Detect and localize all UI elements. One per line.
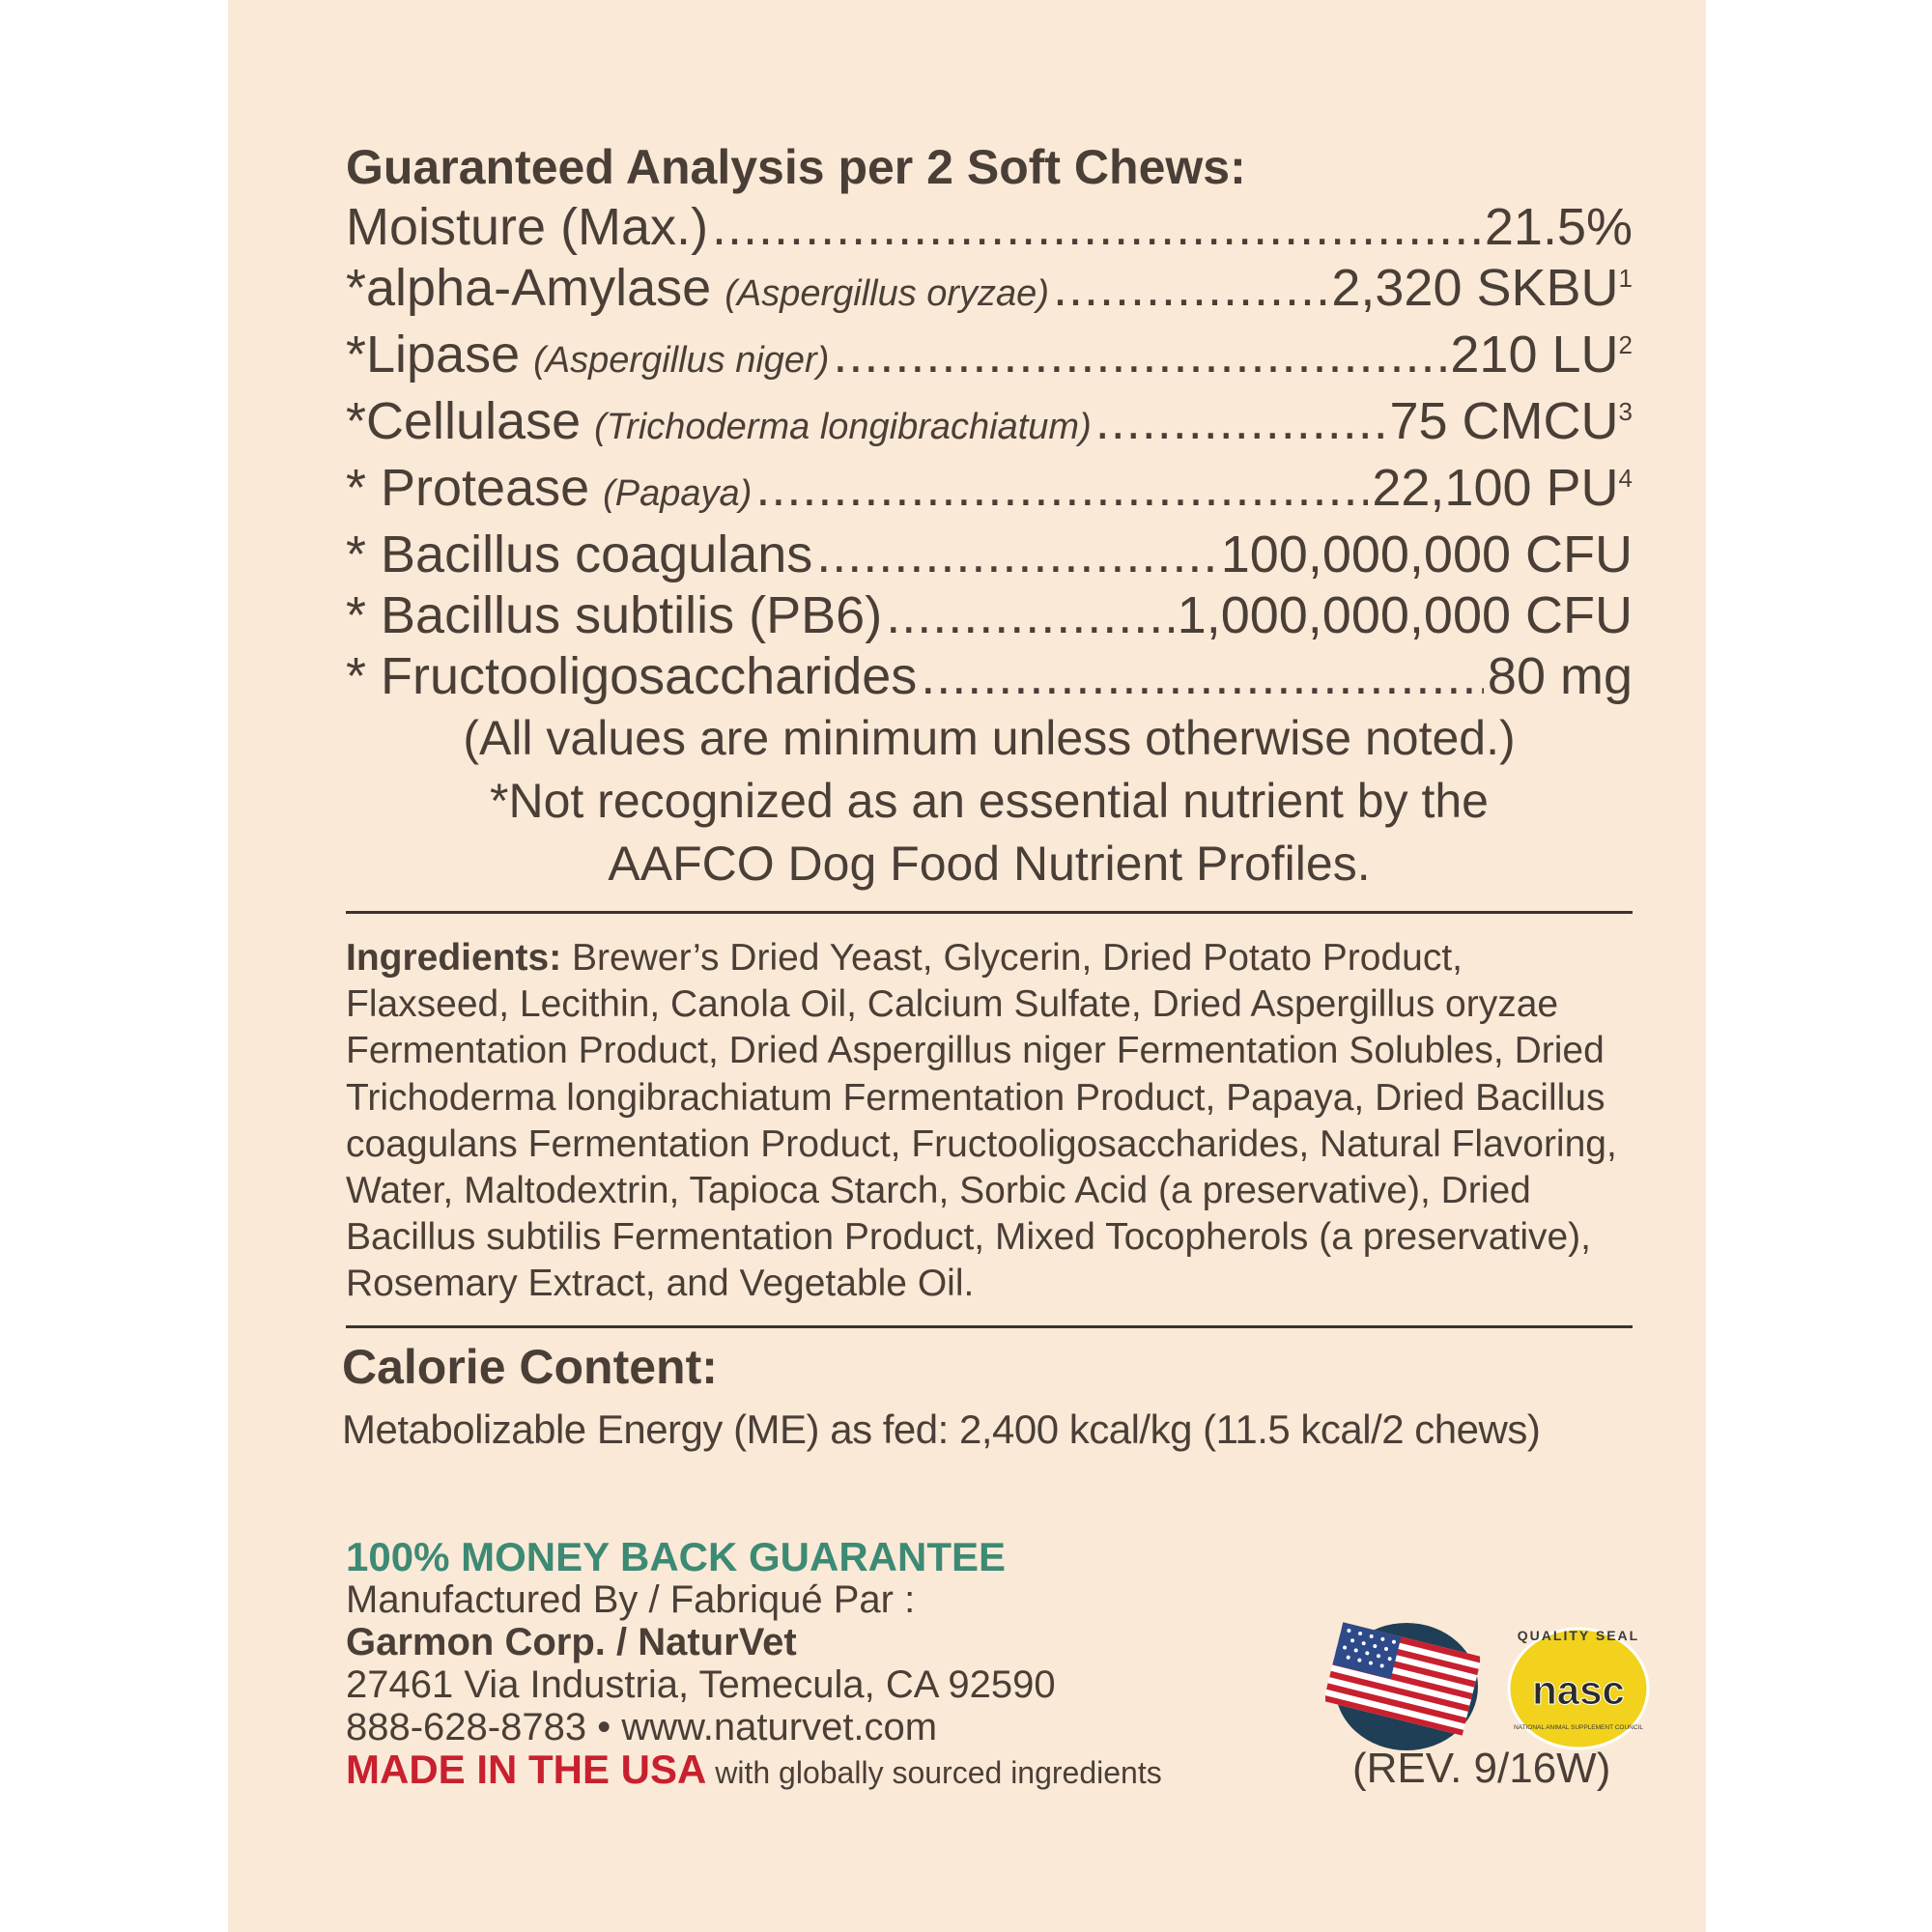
dot-leader [755, 458, 1368, 519]
analysis-value: 210 $LU^2$ [1450, 326, 1633, 384]
analysis-name: *Lipase [346, 326, 521, 384]
manufactured-by: Manufactured By / Fabriqué Par : [346, 1578, 916, 1621]
nasc-quality-seal-icon [1503, 1611, 1654, 1762]
footnote-mark: 2 [1618, 330, 1633, 359]
analysis-row [346, 197, 1633, 258]
analysis-value: 100,000,000 CFU [1220, 526, 1633, 583]
analysis-source: (Aspergillus oryzae) [724, 273, 1049, 314]
analysis-source: (Papaya) [603, 473, 753, 514]
guaranteed-analysis-title: Guaranteed Analysis per 2 Soft Chews: [346, 140, 1246, 194]
analysis-row [346, 525, 1633, 585]
money-back-guarantee: 100% MONEY BACK GUARANTEE [346, 1534, 1007, 1579]
company-name: Garmon Corp. / NaturVet [346, 1621, 797, 1663]
calorie-content-text: Metabolizable Energy (ME) as fed: 2,400 kcal/kg (11.5 kcal/2 chews) [342, 1406, 1541, 1452]
us-flag-icon [1325, 1611, 1480, 1756]
aafco-note-line-1: *Not recognized as an essential nutrient by the [490, 774, 1489, 828]
analysis-value: 1,000,000,000 CFU [1177, 586, 1633, 644]
company-address: 27461 Via Industria, Temecula, CA 92590 [346, 1663, 1056, 1706]
analysis-value: 80 mg [1487, 647, 1633, 705]
analysis-name: * Bacillus subtilis (PB6) [346, 586, 883, 644]
ingredients-label: Ingredients: [346, 937, 562, 979]
dot-leader [833, 325, 1446, 385]
dot-leader [1095, 391, 1386, 452]
dot-leader [921, 646, 1484, 707]
analysis-name: *Cellulase [346, 392, 582, 450]
made-in-usa-line [346, 1748, 1312, 1794]
analysis-name: * Bacillus coagulans [346, 526, 813, 583]
ingredients-list: Brewer’s Dried Yeast, Glycerin, Dried Potato Product, Flaxseed, Lecithin, Canola Oil, Calcium Sulfate, Dried Aspergillus oryzae Fermentation Product, Dried Aspergillus niger Fermentation Solubles, Dried Trichoderma longibrachiatum Fermentation Product, Papaya, Dried Bacillus coagulans Fermentation Product, Fructooligosaccharides, Natural Flavoring, Water, Maltodextrin, Tapioca Starch, Sorbic Acid (a preservative), Dried Bacillus subtilis Fermentation Product, Mixed Tocopherols (a preservative), Rosemary Extract, and Vegetable Oil. [346, 937, 1617, 1305]
dot-leader [886, 585, 1173, 646]
analysis-row [346, 646, 1633, 707]
dot-leader [1053, 258, 1327, 319]
analysis-source: (Trichoderma longibrachiatum) [594, 407, 1092, 447]
company-contact: 888-628-8783 • www.naturvet.com [346, 1706, 938, 1748]
made-in-usa-rest: with globally sourced ingredients [706, 1755, 1162, 1790]
calorie-content-title: Calorie Content: [342, 1339, 718, 1394]
divider [346, 1325, 1633, 1328]
guaranteed-analysis-table [346, 197, 1633, 707]
analysis-row [346, 458, 1633, 525]
analysis-row [346, 391, 1633, 458]
dot-leader [816, 525, 1216, 585]
analysis-source: (Aspergillus niger) [533, 340, 830, 381]
analysis-row [346, 585, 1633, 646]
dot-leader [712, 197, 1481, 258]
manufacturer-footer [346, 1536, 1312, 1794]
analysis-row [346, 258, 1633, 325]
analysis-value: 75 CMCU$^3$ [1389, 392, 1633, 450]
label-content [342, 137, 1633, 1456]
analysis-value: 2,320 SKBU$^1$ [1331, 259, 1633, 317]
analysis-value: 22,100 $PU^4$ [1372, 459, 1633, 517]
minimum-values-note: (All values are minimum unless otherwise noted.) [463, 711, 1516, 765]
analysis-row [346, 325, 1633, 391]
analysis-value: 21.5% [1484, 198, 1633, 256]
aafco-note-line-2: AAFCO Dog Food Nutrient Profiles. [608, 837, 1371, 891]
made-in-usa: MADE IN THE USA [346, 1747, 707, 1792]
analysis-name: * Fructooligosaccharides [346, 647, 918, 705]
analysis-name: *alpha-Amylase [346, 259, 712, 317]
footnote-mark: 3 [1618, 397, 1633, 426]
divider [346, 911, 1633, 914]
analysis-name: * Protease [346, 459, 590, 517]
seal-bottom-text: NATIONAL ANIMAL SUPPLEMENT COUNCIL [1513, 1724, 1644, 1731]
ingredients-paragraph [346, 935, 1633, 1308]
seal-top-text: QUALITY SEAL [1517, 1628, 1640, 1643]
analysis-name: Moisture (Max.) [346, 198, 709, 256]
footnote-mark: 4 [1618, 464, 1633, 493]
footnote-mark: 1 [1618, 264, 1633, 293]
revision-code: (REV. 9/16W) [1352, 1745, 1611, 1792]
seal-logo-text: nasc [1532, 1667, 1625, 1713]
